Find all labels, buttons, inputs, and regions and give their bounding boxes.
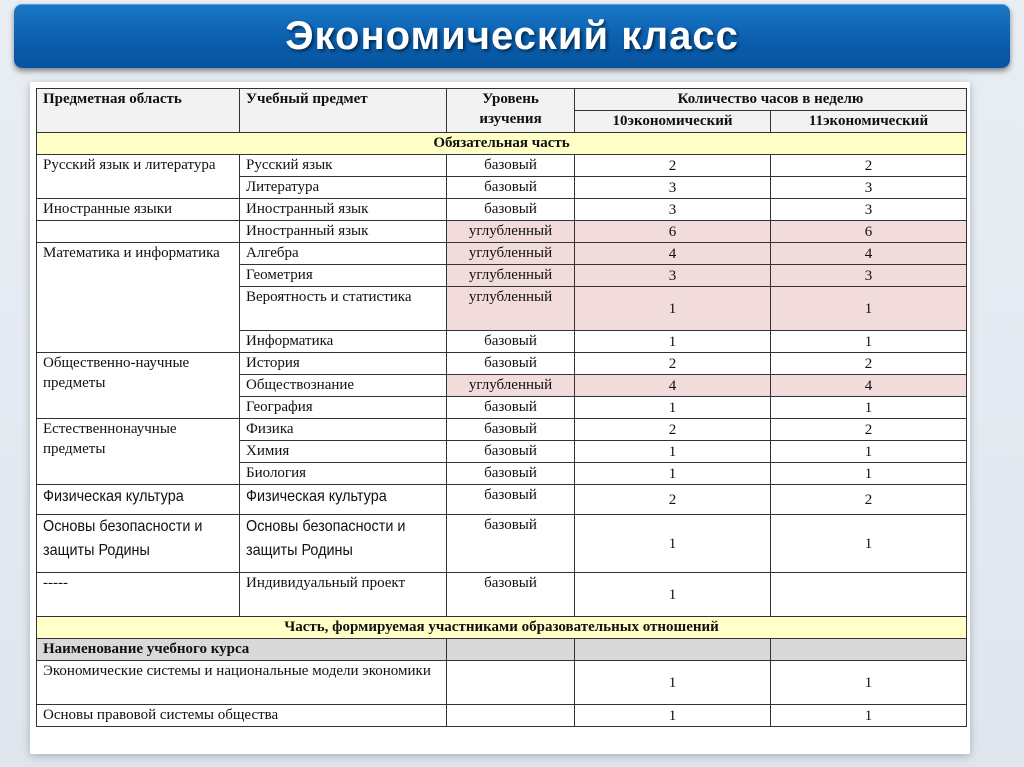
area-cell: ----- (37, 573, 240, 617)
level-cell: базовый (447, 155, 575, 177)
course-name-cell: Экономические системы и национальные модели экономики (37, 661, 447, 705)
section-row (37, 133, 967, 155)
table-row (37, 573, 967, 617)
hours-11-cell: 1 (771, 661, 967, 705)
level-cell: базовый (447, 573, 575, 617)
table-row (37, 705, 967, 727)
hours-10-cell: 1 (575, 397, 771, 419)
hours-11-cell: 1 (771, 441, 967, 463)
table-row (37, 515, 967, 573)
hours-11-cell: 2 (771, 155, 967, 177)
hours-11-cell: 6 (771, 221, 967, 243)
hours-11-cell: 2 (771, 419, 967, 441)
hours-11-cell: 1 (771, 705, 967, 727)
course-header-empty (447, 639, 575, 661)
hours-10-cell: 3 (575, 199, 771, 221)
course-level-empty (447, 705, 575, 727)
course-level-empty (447, 661, 575, 705)
area-cell: Русский язык и литература (37, 155, 240, 199)
table-row (37, 419, 967, 441)
subject-cell: Литература (240, 177, 447, 199)
area-cell: Естественнонаучные предметы (37, 419, 240, 485)
table-row (37, 221, 967, 243)
course-header-empty (771, 639, 967, 661)
hours-10-cell: 1 (575, 463, 771, 485)
level-cell: углубленный (447, 243, 575, 265)
hours-10-cell: 1 (575, 661, 771, 705)
curriculum-table (36, 88, 967, 727)
hours-10-cell: 4 (575, 375, 771, 397)
hours-10-cell: 3 (575, 265, 771, 287)
hours-10-cell: 6 (575, 221, 771, 243)
course-header: Наименование учебного курса (37, 639, 447, 661)
hours-10-cell: 1 (575, 573, 771, 617)
level-cell: базовый (447, 515, 575, 573)
level-cell: углубленный (447, 287, 575, 331)
subject-cell: Геометрия (240, 265, 447, 287)
curriculum-sheet (30, 82, 970, 754)
level-cell: базовый (447, 177, 575, 199)
header-area: Предметная область (37, 89, 240, 133)
section-optional-label: Часть, формируемая участниками образовательных отношений (37, 617, 967, 639)
table-row (37, 243, 967, 265)
header-grade-11: 11экономический (771, 111, 967, 133)
level-cell: базовый (447, 199, 575, 221)
course-header-empty (575, 639, 771, 661)
area-text: Основы безопасности и защиты Родины (43, 518, 203, 559)
hours-10-cell: 2 (575, 485, 771, 515)
hours-11-cell: 1 (771, 515, 967, 573)
subject-cell: Биология (240, 463, 447, 485)
area-cell: Иностранные языки (37, 199, 240, 221)
subject-cell (240, 515, 447, 573)
subject-cell: Обществознание (240, 375, 447, 397)
table-row (37, 155, 967, 177)
area-cell: Математика и информатика (37, 243, 240, 353)
level-cell: базовый (447, 463, 575, 485)
level-cell: углубленный (447, 265, 575, 287)
level-cell: базовый (447, 331, 575, 353)
hours-10-cell: 1 (575, 441, 771, 463)
header-subject: Учебный предмет (240, 89, 447, 133)
area-cell: Общественно-научные предметы (37, 353, 240, 419)
subject-cell: Русский язык (240, 155, 447, 177)
hours-10-cell: 2 (575, 353, 771, 375)
table-row (37, 485, 967, 515)
subject-text: Физическая культура (246, 488, 387, 505)
level-cell: базовый (447, 485, 575, 515)
level-cell: базовый (447, 397, 575, 419)
area-cell (37, 515, 240, 573)
section-row (37, 617, 967, 639)
header-level: Уровень изучения (447, 89, 575, 133)
subject-cell: Алгебра (240, 243, 447, 265)
subject-cell: История (240, 353, 447, 375)
subject-cell: Индивидуальный проект (240, 573, 447, 617)
title-banner (14, 4, 1010, 68)
header-hours: Количество часов в неделю (575, 89, 967, 111)
subject-cell: Иностранный язык (240, 221, 447, 243)
table-row (37, 353, 967, 375)
hours-10-cell: 1 (575, 515, 771, 573)
hours-10-cell: 4 (575, 243, 771, 265)
course-header-row (37, 639, 967, 661)
page-title: Экономический класс (285, 13, 739, 58)
hours-11-cell: 3 (771, 265, 967, 287)
level-cell: углубленный (447, 375, 575, 397)
subject-cell: География (240, 397, 447, 419)
subject-cell: Вероятность и статистика (240, 287, 447, 331)
hours-10-cell: 1 (575, 705, 771, 727)
table-header-row (37, 89, 967, 111)
hours-11-cell: 2 (771, 353, 967, 375)
hours-11-cell: 4 (771, 243, 967, 265)
area-text: Физическая культура (43, 488, 184, 505)
header-grade-10: 10экономический (575, 111, 771, 133)
hours-11-cell: 3 (771, 177, 967, 199)
level-cell: базовый (447, 441, 575, 463)
hours-11-cell: 3 (771, 199, 967, 221)
hours-10-cell: 2 (575, 155, 771, 177)
hours-10-cell: 1 (575, 331, 771, 353)
area-cell (37, 485, 240, 515)
table-row (37, 199, 967, 221)
subject-text: Основы безопасности и защиты Родины (246, 518, 406, 559)
hours-11-cell: 2 (771, 485, 967, 515)
subject-cell: Иностранный язык (240, 199, 447, 221)
subject-cell: Химия (240, 441, 447, 463)
level-cell: базовый (447, 353, 575, 375)
subject-cell (240, 485, 447, 515)
hours-11-cell (771, 573, 967, 617)
hours-11-cell: 1 (771, 463, 967, 485)
hours-11-cell: 1 (771, 287, 967, 331)
subject-cell: Физика (240, 419, 447, 441)
subject-cell: Информатика (240, 331, 447, 353)
level-cell: базовый (447, 419, 575, 441)
hours-11-cell: 1 (771, 331, 967, 353)
hours-10-cell: 3 (575, 177, 771, 199)
hours-10-cell: 1 (575, 287, 771, 331)
hours-11-cell: 4 (771, 375, 967, 397)
area-cell-empty (37, 221, 240, 243)
level-cell: углубленный (447, 221, 575, 243)
section-required-label: Обязательная часть (37, 133, 967, 155)
hours-10-cell: 2 (575, 419, 771, 441)
hours-11-cell: 1 (771, 397, 967, 419)
course-name-cell: Основы правовой системы общества (37, 705, 447, 727)
table-row (37, 661, 967, 705)
